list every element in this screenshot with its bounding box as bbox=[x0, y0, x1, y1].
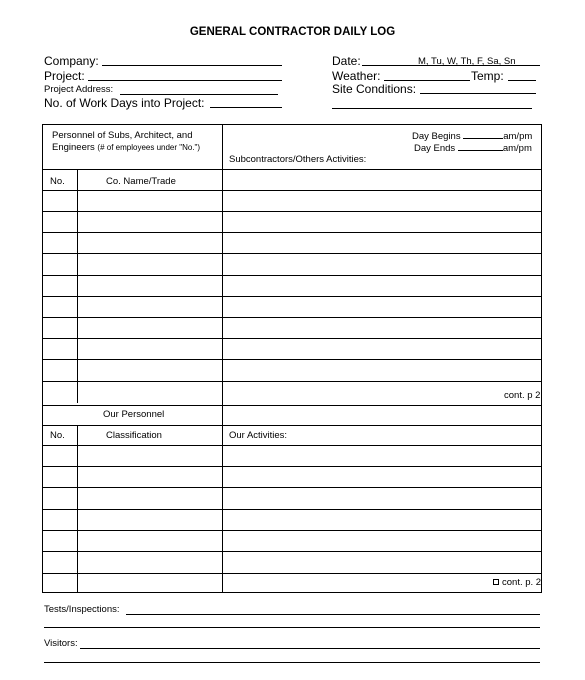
table1-row-line bbox=[42, 338, 542, 339]
day-ends-ampm: am/pm bbox=[502, 143, 532, 154]
our-activities-heading: Our Activities: bbox=[229, 430, 288, 441]
table2-divider bbox=[222, 405, 223, 593]
table1-col-name: Co. Name/Trade bbox=[106, 176, 176, 187]
table2-col-no: No. bbox=[50, 430, 65, 441]
table1-row-line bbox=[42, 317, 542, 318]
day-begins-label: Day Begins bbox=[412, 131, 461, 142]
tests-field-2[interactable] bbox=[44, 627, 540, 628]
table1-row-line bbox=[42, 275, 542, 276]
table1-row-line bbox=[42, 381, 542, 382]
table1-no-divider bbox=[77, 169, 78, 403]
table1-header-line bbox=[42, 169, 542, 170]
temp-label: Temp: bbox=[471, 69, 504, 83]
work-days-label: No. of Work Days into Project: bbox=[44, 96, 205, 110]
day-begins-field[interactable] bbox=[463, 130, 503, 139]
table1-row-line bbox=[42, 232, 542, 233]
work-days-field[interactable] bbox=[210, 107, 282, 108]
table2-cont bbox=[493, 577, 541, 588]
tests-label: Tests/Inspections: bbox=[44, 604, 120, 615]
date-label: Date: bbox=[332, 54, 361, 68]
company-field[interactable] bbox=[102, 65, 282, 66]
day-ends bbox=[414, 142, 532, 154]
table1-row-line bbox=[42, 296, 542, 297]
day-begins bbox=[412, 130, 532, 142]
table2-header-line bbox=[42, 425, 542, 426]
table1-cont: cont. p 2 bbox=[504, 390, 541, 401]
page-title: GENERAL CONTRACTOR DAILY LOG bbox=[189, 26, 396, 38]
table2-row-line bbox=[42, 530, 542, 531]
visitors-field[interactable] bbox=[80, 648, 540, 649]
visitors-field-2[interactable] bbox=[44, 662, 540, 663]
table2-row-line bbox=[42, 487, 542, 488]
table2-row-line bbox=[42, 551, 542, 552]
temp-field[interactable] bbox=[508, 80, 536, 81]
weather-label: Weather: bbox=[332, 69, 381, 83]
site-conditions-field-2[interactable] bbox=[332, 108, 532, 109]
table2-row-line bbox=[42, 509, 542, 510]
table2-header-line bbox=[42, 445, 542, 446]
engineers-label: Engineers bbox=[52, 142, 95, 153]
table2-row-line bbox=[42, 466, 542, 467]
project-label: Project: bbox=[44, 69, 85, 83]
table1-header-line bbox=[42, 190, 542, 191]
table2-row-line bbox=[42, 573, 542, 574]
personnel-heading: Personnel of Subs, Architect, and bbox=[52, 130, 193, 141]
table2-cont-label: cont. p. 2 bbox=[502, 577, 542, 588]
site-conditions-label: Site Conditions: bbox=[332, 82, 417, 96]
table1-divider bbox=[222, 124, 223, 406]
day-begins-ampm: am/pm bbox=[503, 131, 533, 142]
table1-col-no: No. bbox=[50, 176, 65, 187]
site-conditions-field[interactable] bbox=[420, 93, 536, 94]
table2-col-class: Classification bbox=[106, 430, 162, 441]
subcontractor-activities-heading: Subcontractors/Others Activities: bbox=[229, 154, 367, 165]
our-personnel-heading: Our Personnel bbox=[103, 409, 165, 420]
engineers-heading bbox=[52, 142, 200, 153]
project-address-field[interactable] bbox=[120, 94, 278, 95]
weekday-options[interactable]: M, Tu, W, Th, F, Sa, Sn bbox=[418, 56, 516, 67]
engineers-note: (# of employees under "No.") bbox=[97, 143, 201, 152]
project-address-label: Project Address: bbox=[44, 84, 114, 95]
project-field[interactable] bbox=[88, 80, 282, 81]
subcontractor-table bbox=[42, 124, 542, 406]
table1-row-line bbox=[42, 359, 542, 360]
table1-row-line bbox=[42, 253, 542, 254]
tests-field[interactable] bbox=[126, 614, 540, 615]
day-ends-field[interactable] bbox=[458, 142, 503, 151]
cont-checkbox[interactable] bbox=[493, 579, 499, 585]
weather-field[interactable] bbox=[384, 80, 470, 81]
day-ends-label: Day Ends bbox=[414, 143, 456, 154]
company-label: Company: bbox=[44, 54, 99, 68]
table1-row-line bbox=[42, 211, 542, 212]
visitors-label: Visitors: bbox=[44, 638, 78, 649]
